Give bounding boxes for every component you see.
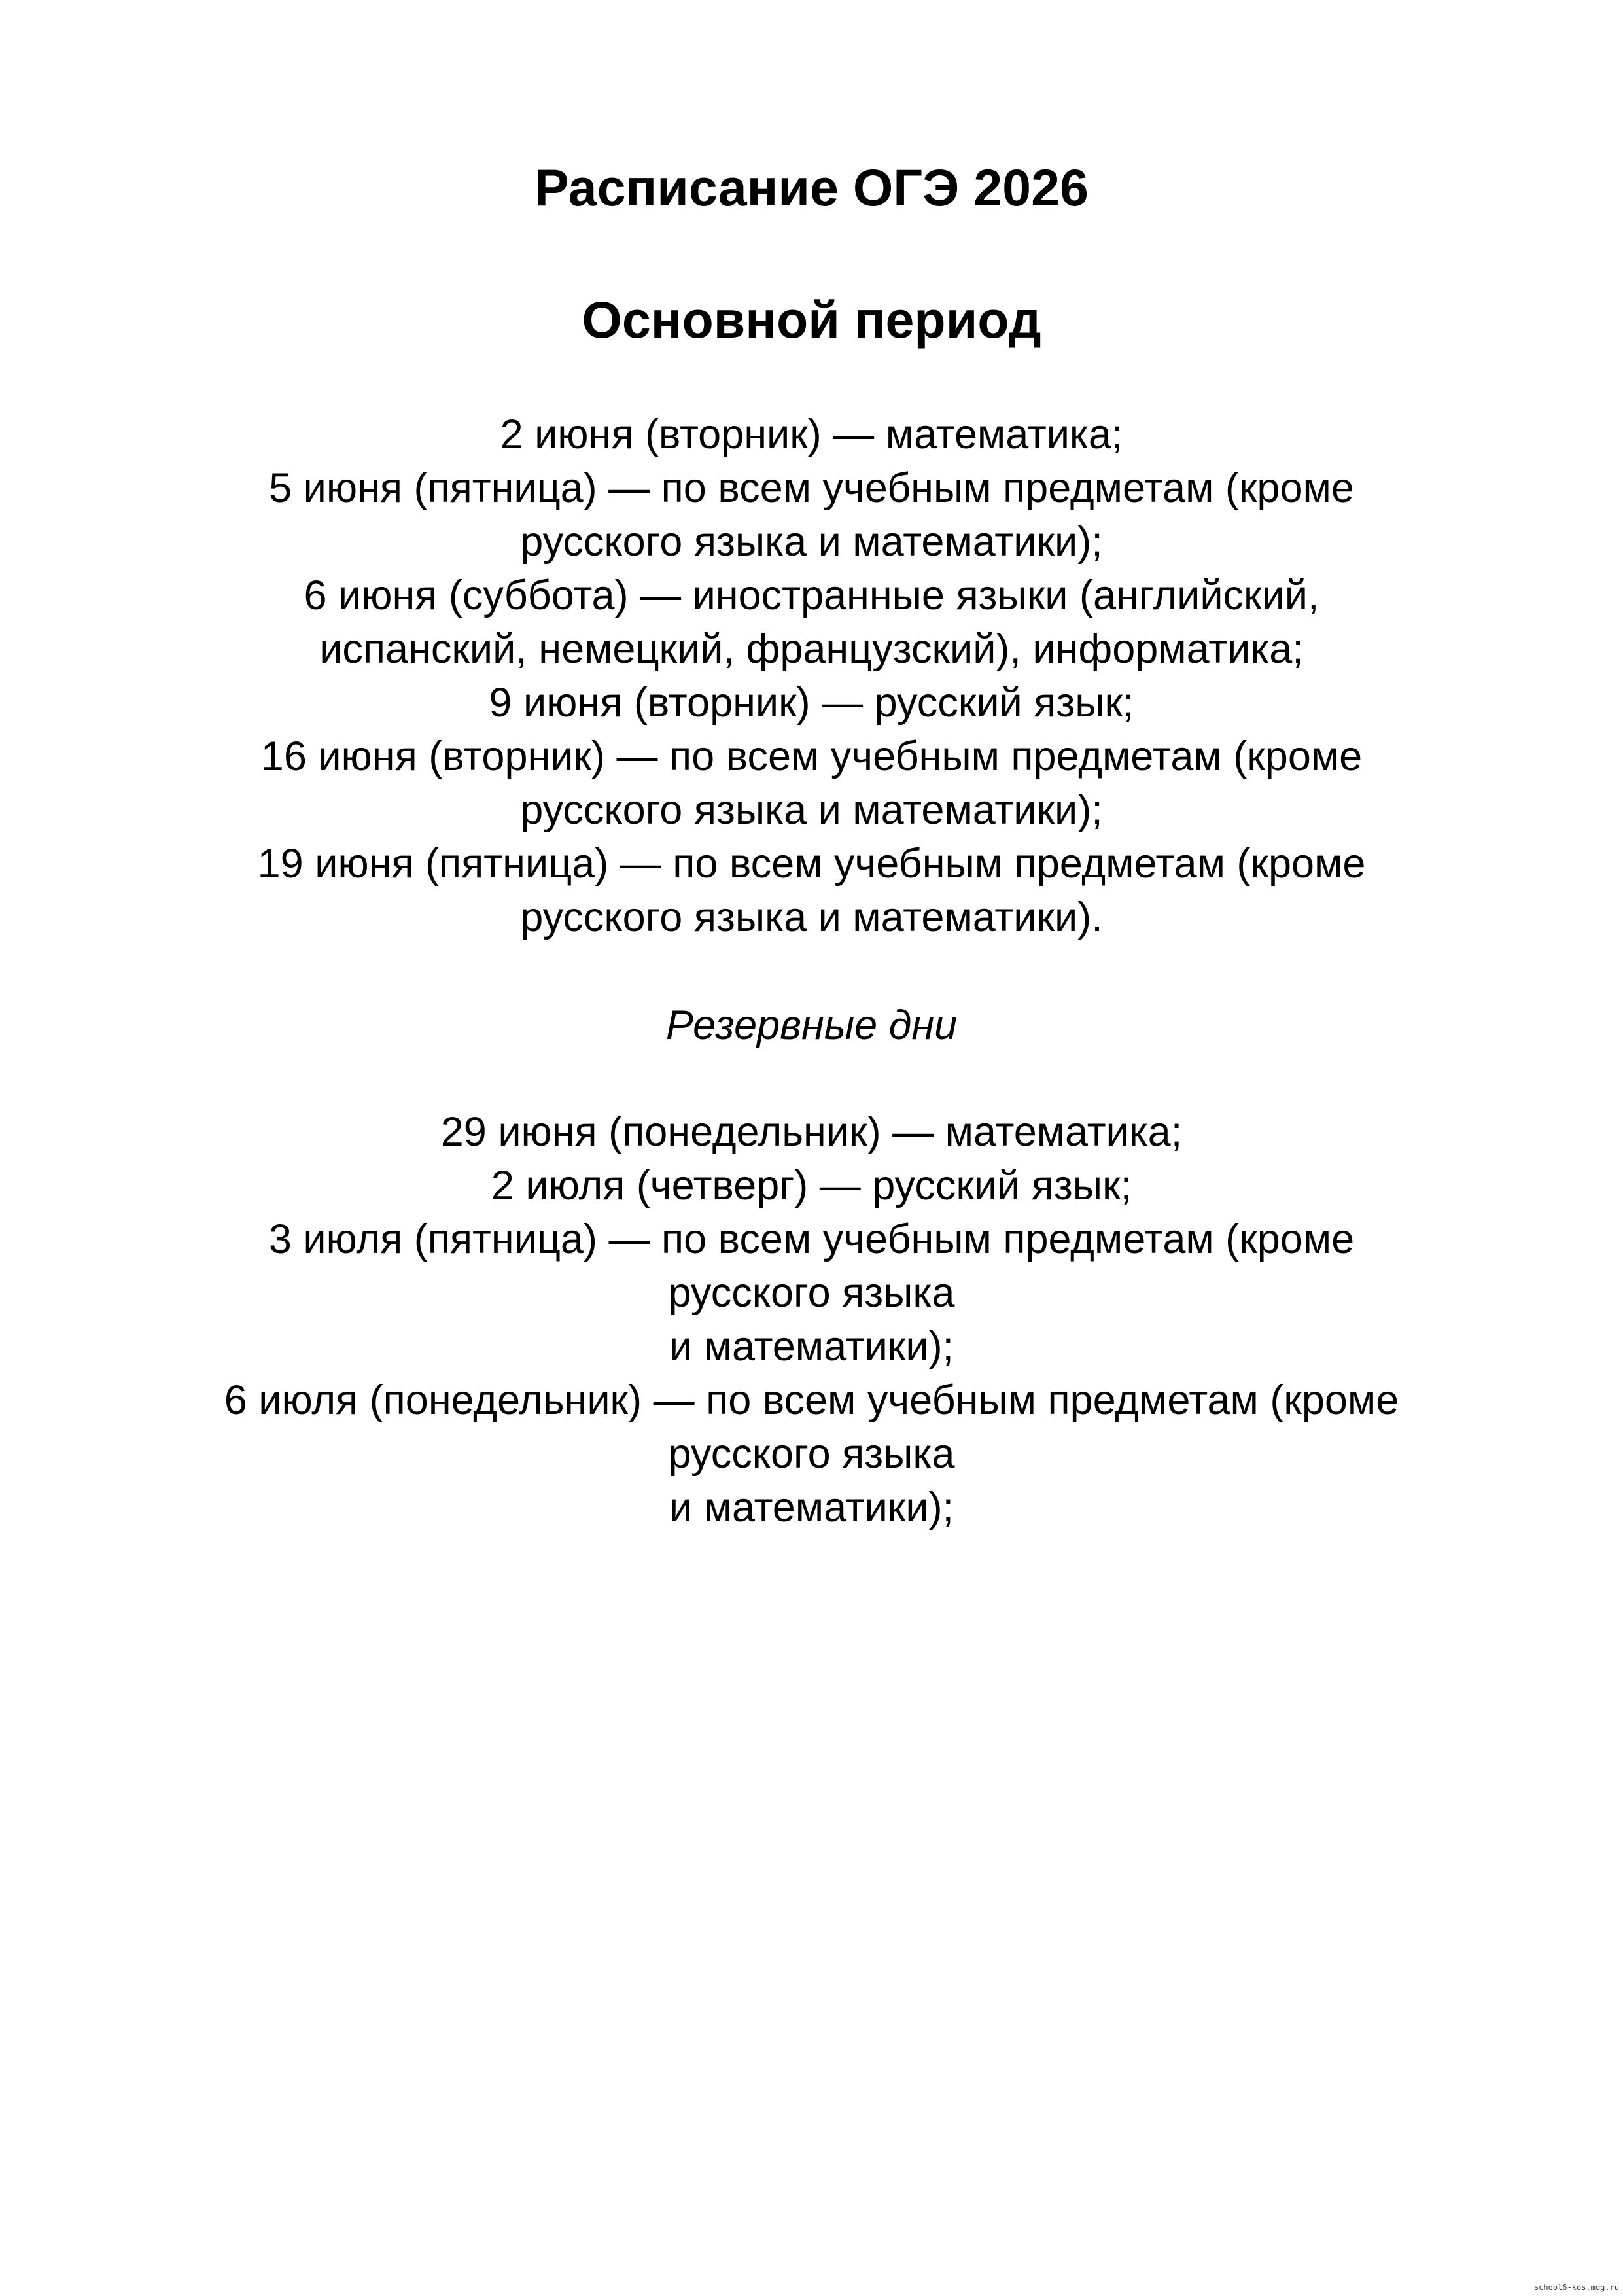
reserve-days-heading: Резервные дни xyxy=(665,1002,958,1048)
schedule-line: русского языка xyxy=(668,1431,955,1477)
watermark: school6-kos.mog.ru xyxy=(1533,2283,1619,2292)
schedule-line: 9 июня (вторник) — русский язык; xyxy=(489,680,1134,726)
schedule-line: 3 июля (пятница) — по всем учебным предметам (кроме xyxy=(268,1216,1355,1262)
reserve-days-schedule xyxy=(0,1105,1623,1534)
schedule-line: 6 июля (понедельник) — по всем учебным предметам (кроме xyxy=(224,1377,1399,1423)
schedule-line: 29 июня (понедельник) — математика; xyxy=(440,1109,1183,1155)
main-period-heading: Основной период xyxy=(582,291,1041,349)
schedule-line: и математики); xyxy=(669,1485,954,1530)
schedule-line: русского языка xyxy=(668,1270,955,1316)
schedule-line: 6 июня (суббота) — иностранные языки (английский, xyxy=(304,573,1319,618)
schedule-line: 2 июля (четверг) — русский язык; xyxy=(491,1163,1132,1209)
schedule-line: русского языка и математики). xyxy=(520,894,1103,940)
schedule-line: 16 июня (вторник) — по всем учебным предметам (кроме xyxy=(260,733,1363,779)
schedule-line: 2 июня (вторник) — математика; xyxy=(500,412,1123,457)
schedule-line: 19 июня (пятница) — по всем учебным предметам (кроме xyxy=(257,841,1366,887)
schedule-line: 5 июня (пятница) — по всем учебным предметам (кроме xyxy=(269,465,1354,511)
schedule-line: и математики); xyxy=(669,1324,954,1369)
schedule-line: русского языка и математики); xyxy=(520,787,1103,833)
schedule-line: испанский, немецкий, французский), информатика; xyxy=(319,626,1304,672)
page-title: Расписание ОГЭ 2026 xyxy=(534,158,1089,217)
schedule-line: русского языка и математики); xyxy=(520,519,1103,565)
main-period-schedule xyxy=(0,408,1623,944)
